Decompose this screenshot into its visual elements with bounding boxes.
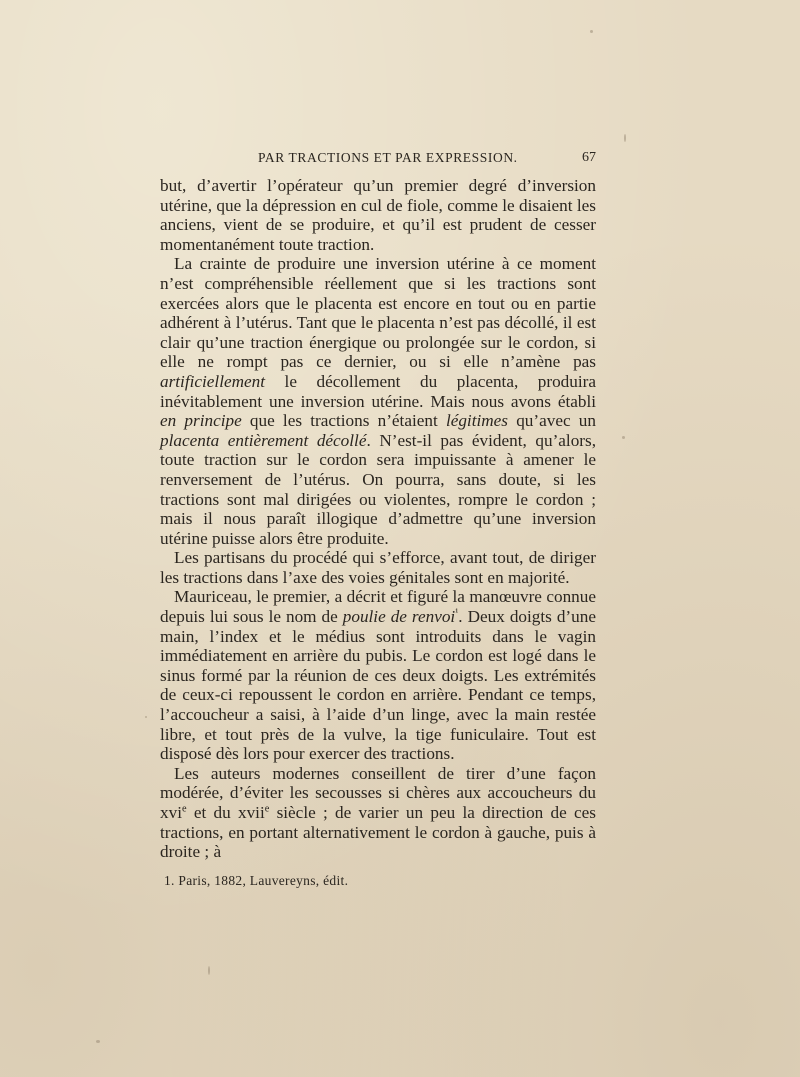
- paragraph: [160, 548, 596, 587]
- text-run: but, d’avertir l’opérateur qu’un premier degré d’inversion utérine, que la dépression en cul de fiole, comme le disaient les anciens, vient de se produire, et qu’il est prudent de cesser momentanément toute traction.: [160, 176, 596, 254]
- paragraph: [160, 176, 596, 254]
- paper-speck: [96, 1040, 100, 1043]
- paper-speck: [590, 30, 593, 33]
- italic-phrase: légitimes: [445, 411, 508, 431]
- text-run: Les auteurs modernes conseillent de tirer d’une façon modérée, d’éviter les secousses si chères aux accoucheurs du xvi: [160, 763, 596, 822]
- text-run: . N’est-il pas évident, qu’alors, toute traction sur le cordon sera impuissante à amener le renversement de l’utérus. On pourra, sans doute, si les tractions sont mal dirigées ou violentes, rompre le cordon ; mais il nous paraît illogique d’admettre qu’une inversion utérine puisse alors être produite.: [160, 430, 596, 548]
- text-run: le décollement du placenta, produira inévitablement une inversion utérine. Mais nous avons établi: [160, 371, 596, 411]
- text-run: Les partisans du procédé qui s’efforce, avant tout, de diriger les tractions dans l’axe des voies génitales sont en majorité.: [160, 548, 596, 587]
- page-number: 67: [582, 150, 596, 165]
- text-run: La crainte de produire une inversion utérine à ce moment n’est compréhensible réellement que si les tractions sont exercées alors que le placenta est encore en tout ou en partie adhérent à l’utérus. Tant que le placenta n’est pas décollé, il est clair qu’une traction énergique ou prolongée sur le cordon, si elle ne rompt pas ce dernier, ou si elle n’amène pas: [160, 254, 596, 372]
- superscript: e: [181, 803, 187, 815]
- paper-speck: [622, 436, 625, 439]
- paper-speck: [145, 716, 147, 718]
- paper-speck: [208, 966, 210, 975]
- body-text: [160, 176, 596, 862]
- text-run: siècle ; de varier un peu la direction de ces tractions, en portant alternativement le cordon à gauche, puis à droite ; à: [160, 803, 596, 862]
- running-header-title: PAR TRACTIONS ET PAR EXPRESSION.: [258, 150, 518, 165]
- text-run: et du xvii: [186, 803, 265, 822]
- paragraph: [160, 764, 596, 862]
- paper-speck: [624, 134, 626, 142]
- text-run: qu’avec un: [508, 411, 596, 431]
- superscript: e: [264, 803, 270, 815]
- italic-phrase: poulie de renvoi: [342, 607, 456, 627]
- text-run: Mauriceau, le premier, a décrit et figuré la manœuvre connue depuis lui sous le nom de: [160, 587, 596, 627]
- running-header: [160, 150, 596, 170]
- paragraph: [160, 587, 596, 763]
- superscript: ¹: [455, 607, 459, 619]
- text-run: que les tractions n’étaient: [241, 411, 446, 431]
- footnote: 1. Paris, 1882, Lauvereyns, édit.: [164, 873, 349, 888]
- italic-phrase: artificiellement: [160, 371, 266, 391]
- paragraph: [160, 254, 596, 548]
- italic-phrase: placenta entièrement décollé: [160, 430, 367, 450]
- italic-phrase: en principe: [160, 411, 242, 431]
- text-run: . Deux doigts d’une main, l’index et le médius sont introduits dans le vagin immédiatement en arrière du pubis. Le cordon est logé dans le sinus formé par la réunion de ces deux doigts. Les extrémités de ceux-ci repoussent le cordon en arrière. Pendant ce temps, l’accoucheur a saisi, à l’aide d’un linge, avec la main restée libre, et tout près de la vulve, la tige funiculaire. Tout est disposé dès lors pour exercer des tractions.: [160, 607, 596, 764]
